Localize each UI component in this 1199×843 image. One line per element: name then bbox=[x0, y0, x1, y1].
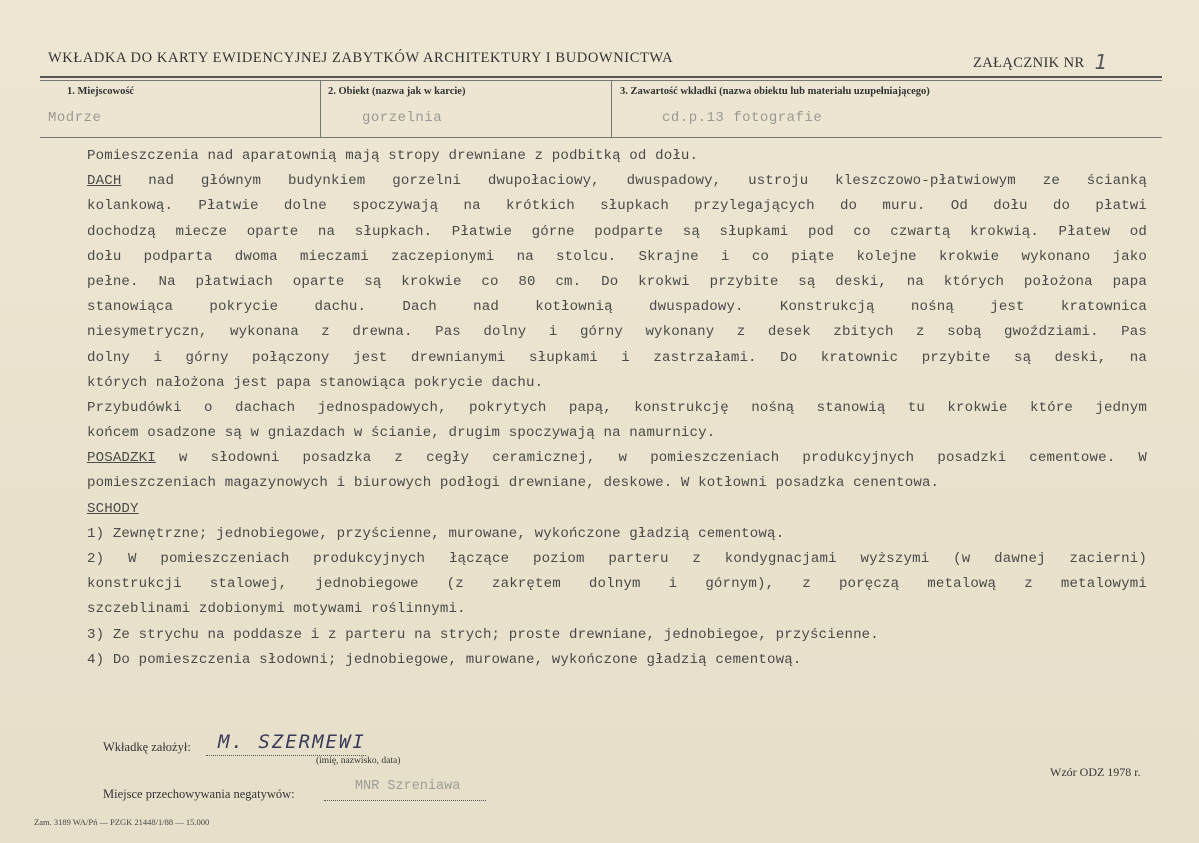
field-label-object: 2. Obiekt (nazwa jak w karcie) bbox=[328, 86, 466, 97]
form-template-id: Wzór ODZ 1978 r. bbox=[1050, 765, 1141, 779]
annex-label bbox=[973, 48, 1108, 72]
text-line: końcem osadzone są w gniazdach w ścianie, drugim spoczywają na namurnicy. bbox=[87, 425, 716, 442]
author-label: Wkładkę założył: bbox=[103, 740, 191, 754]
text-line: szczeblinami zdobionymi motywami roślinnymi. bbox=[87, 601, 466, 618]
text-line: 1) Zewnętrzne; jednobiegowe, przyścienne, murowane, wykończone gładzią cementową. bbox=[87, 525, 785, 542]
section-heading-floors: POSADZKI bbox=[87, 450, 156, 467]
header-rule-bottom bbox=[40, 137, 1162, 138]
text-line: dołu podparta dwoma mieczami zaczepionymi na stolcu. Skrajne i co piąte kolejne krokwie wykonano jako bbox=[87, 248, 1147, 265]
text-line: Przybudówki o dachach jednospadowych, pokrytych papą, konstrukcję nośną stanowią tu krokwie które jednym bbox=[87, 399, 1147, 416]
section-heading-stairs: SCHODY bbox=[87, 500, 139, 517]
text-line: 3) Ze strychu na poddasze i z parteru na strych; proste drewniane, jednobiegoe, przyścienne. bbox=[87, 626, 879, 643]
author-signature: M. SZERMEWI bbox=[218, 731, 366, 753]
text-line-content: w słodowni posadzka z cegły ceramicznej, w pomieszczeniach produkcyjnych posadzki cementowe. W bbox=[155, 450, 1147, 467]
text-line: 2) W pomieszczeniach produkcyjnych łączące poziom parteru z kondygnacjami wyższymi (w dawnej zacierni) bbox=[87, 551, 1147, 567]
column-divider-2 bbox=[611, 80, 612, 137]
text-line-content: nad głównym budynkiem gorzelni dwupołaciowy, dwuspadowy, ustroju kleszczowo-płatwiowym ze ścianką bbox=[121, 173, 1147, 190]
text-line: kolankową. Płatwie dolne spoczywają na krótkich słupkach przylegających do muru. Od dołu do płatwi bbox=[87, 198, 1147, 215]
annex-label-text: ZAŁĄCZNIK NR bbox=[973, 55, 1085, 71]
header-rule-top-inner bbox=[40, 80, 1162, 81]
text-line: dochodzą miecze oparte na słupkach. Płatwie górne podparte są słupkami pod co czwartą krokwią. Płatew od bbox=[87, 223, 1147, 240]
field-value-locality: Modrze bbox=[48, 110, 102, 126]
text-line bbox=[87, 446, 1147, 471]
text-line: Pomieszczenia nad aparatownią mają stropy drewniane z podbitką od dołu. bbox=[87, 148, 699, 164]
field-label-contents: 3. Zawartość wkładki (nazwa obiektu lub materiału uzupełniającego) bbox=[620, 86, 930, 97]
annex-number: 1 bbox=[1094, 50, 1108, 74]
text-line: których nałożona jest papa stanowiąca pokrycie dachu. bbox=[87, 374, 544, 391]
storage-dotted-line bbox=[324, 799, 486, 801]
text-line: niesymetryczn, wykonana z drewna. Pas dolny i górny wykonany z desek zbitych z sobą gwoździami. Pas bbox=[87, 324, 1147, 341]
text-line: 4) Do pomieszczenia słodowni; jednobiegowe, murowane, wykończone gładzią cementową. bbox=[87, 651, 802, 668]
text-line: dolny i górny połączony jest drewnianymi słupkami i zastrzałami. Do kratownic przybite są deski, na bbox=[87, 349, 1147, 366]
form-title: WKŁADKA DO KARTY EWIDENCYJNEJ ZABYTKÓW ARCHITEKTURY I BUDOWNICTWA bbox=[48, 50, 674, 66]
storage-value: MNR Szreniawa bbox=[355, 779, 461, 794]
column-divider-1 bbox=[320, 80, 321, 137]
field-value-contents: cd.p.13 fotografie bbox=[662, 110, 823, 126]
text-line: konstrukcji stalowej, jednobiegowe (z zakrętem dolnym i górnym), z poręczą metalową z metalowymi bbox=[87, 576, 1147, 593]
text-line: pełne. Na płatwiach oparte są krokwie co 80 cm. Do krokwi przybite są deski, na których położona papa bbox=[87, 273, 1147, 290]
field-label-locality: 1. Miejscowość bbox=[67, 86, 135, 97]
text-line bbox=[87, 169, 1147, 194]
text-line bbox=[87, 497, 1147, 522]
section-heading-roof: DACH bbox=[87, 173, 122, 190]
storage-label: Miejsce przechowywania negatywów: bbox=[103, 787, 295, 801]
field-value-object: gorzelnia bbox=[362, 110, 443, 126]
author-hint: (imię, nazwisko, data) bbox=[316, 756, 401, 766]
header-rule-top bbox=[40, 76, 1162, 78]
text-line: stanowiąca pokrycie dachu. Dach nad kotłownią dwuspadowy. Konstrukcją nośną jest kratownica bbox=[87, 299, 1147, 316]
text-line: pomieszczeniach magazynowych i biurowych podłogi drewniane, deskowe. W kotłowni posadzka cenentowa. bbox=[87, 475, 940, 492]
printer-imprint: Zam. 3189 WA/Pń — PZGK 21448/1/88 — 15.000 bbox=[34, 817, 210, 827]
description-text bbox=[87, 144, 1147, 673]
